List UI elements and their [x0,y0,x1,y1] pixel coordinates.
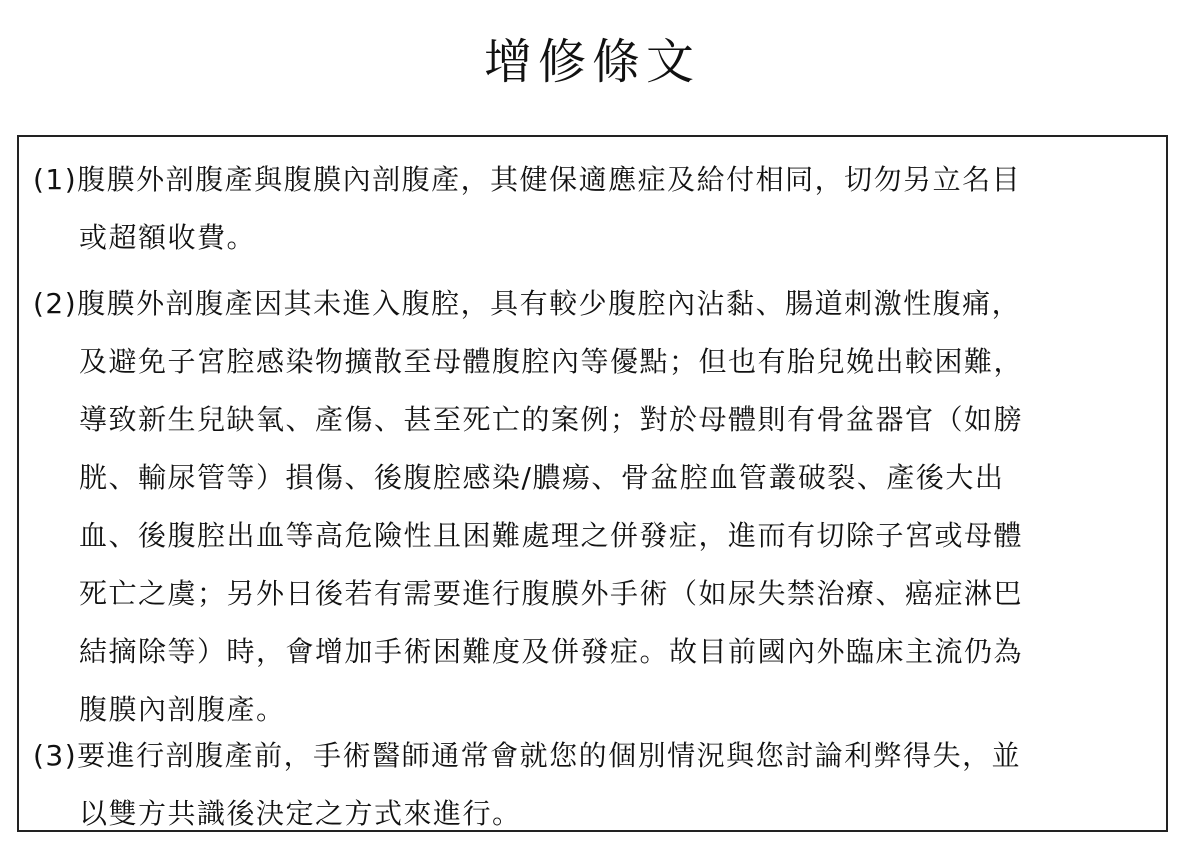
clause-line: (1)腹膜外剖腹產與腹膜內剖腹產，其健保適應症及給付相同，切勿另立名目 [33,163,1022,196]
clause-3 [33,727,1143,843]
clause-line: 血、後腹腔出血等高危險性且困難處理之併發症，進而有切除子宮或母體 [79,519,1024,552]
clause-line: (2)腹膜外剖腹產因其未進入腹腔，具有較少腹腔內沾黏、腸道刺激性腹痛， [33,287,1022,320]
clause-line: 以雙方共識後決定之方式來進行。 [79,797,522,830]
clause-line: 胱、輸尿管等）損傷、後腹腔感染/膿瘍、骨盆腔血管叢破裂、產後大出 [79,461,1005,494]
clause-line: (3)要進行剖腹產前，手術醫師通常會就您的個別情況與您討論利弊得失，並 [33,739,1022,772]
page-title: 增修條文 [483,34,700,90]
clause-2 [33,275,1143,739]
clause-line: 及避免子宮腔感染物擴散至母體腹腔內等優點；但也有胎兒娩出較困難， [79,345,1024,378]
clause-line: 腹膜內剖腹產。 [79,693,286,726]
clause-line: 導致新生兒缺氧、產傷、甚至死亡的案例；對於母體則有骨盆器官（如膀 [79,403,1024,436]
clauses-box [17,135,1168,832]
clause-line: 或超額收費。 [79,221,257,254]
clause-1 [33,151,1143,267]
clause-line: 結摘除等）時，會增加手術困難度及併發症。故目前國內外臨床主流仍為 [79,635,1024,668]
clause-line: 死亡之虞；另外日後若有需要進行腹膜外手術（如尿失禁治療、癌症淋巴 [79,577,1024,610]
